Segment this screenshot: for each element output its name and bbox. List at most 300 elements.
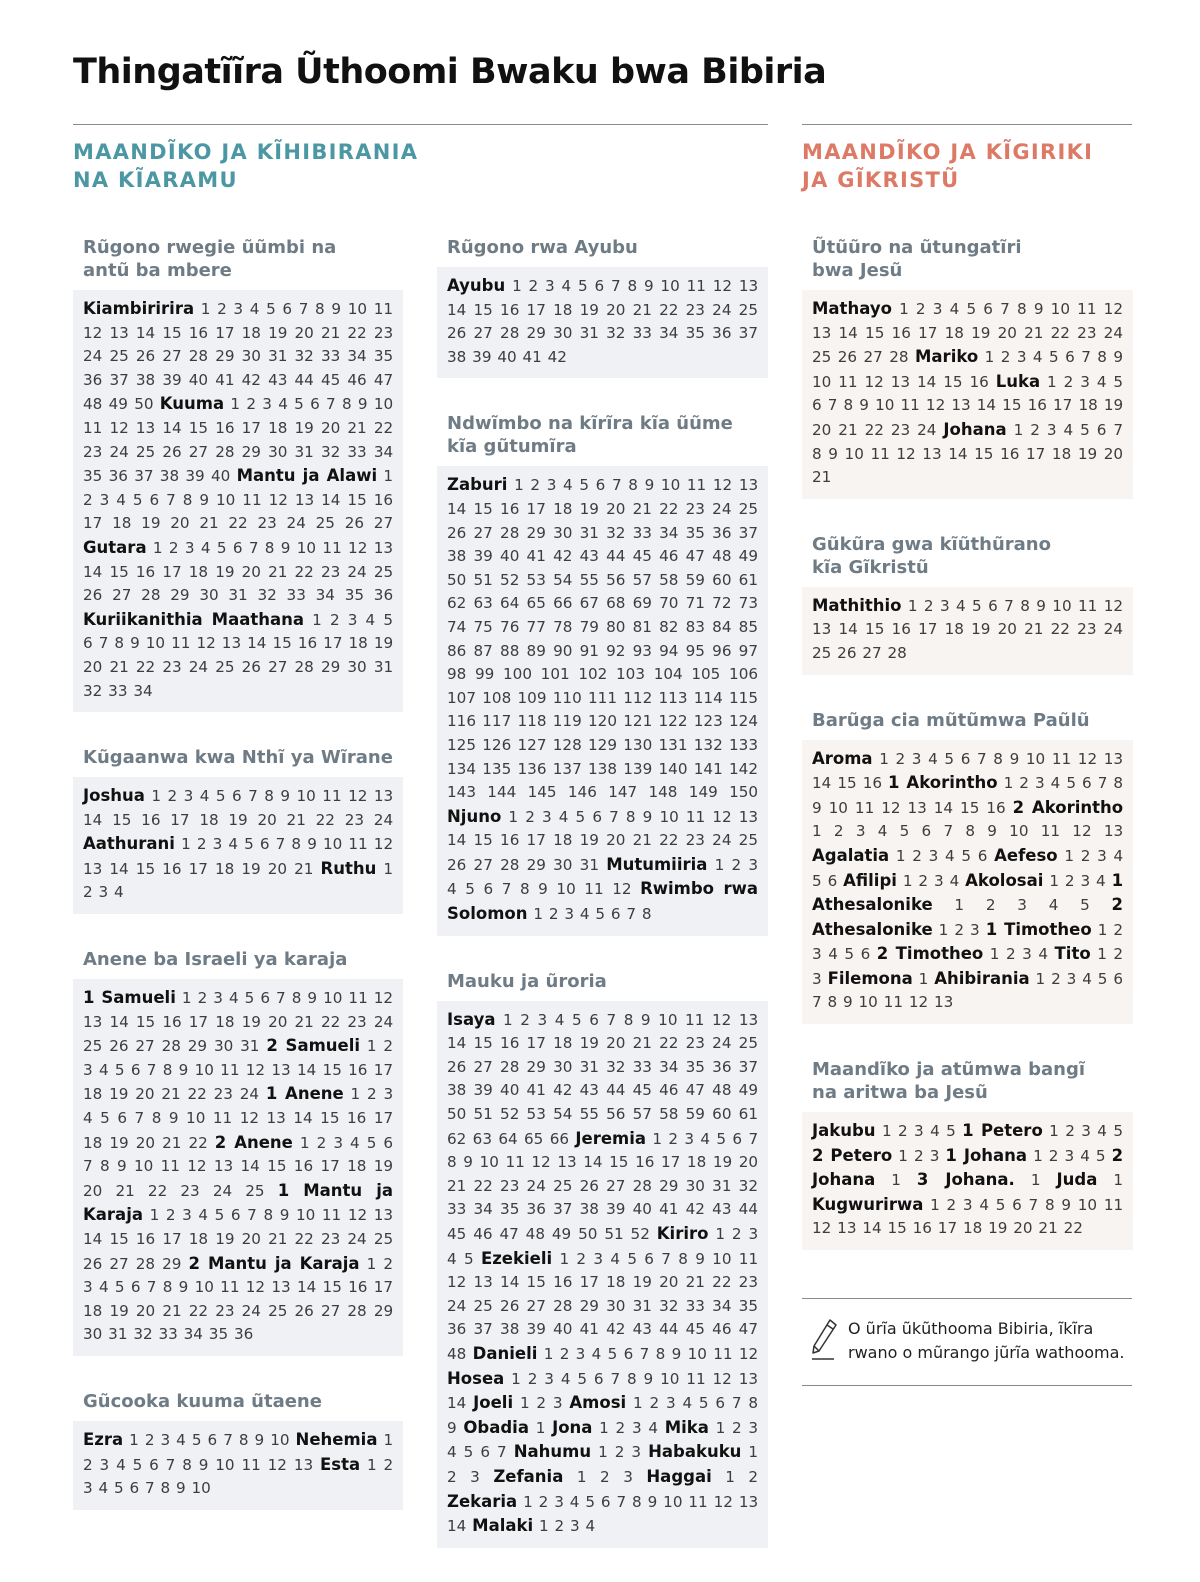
chapter-number[interactable]: 3 [554,1492,564,1511]
chapter-number[interactable]: 27 [109,1254,129,1273]
chapter-number[interactable]: 10 [875,396,895,415]
chapter-number[interactable]: 13 [1103,749,1124,768]
chapter-number[interactable]: 23 [213,1085,233,1104]
chapter-number[interactable]: 3 [552,1394,563,1413]
chapter-number[interactable]: 12 [712,476,733,495]
chapter-number[interactable]: 124 [729,712,758,731]
chapter-number[interactable]: 20 [1013,1219,1033,1238]
chapter-number[interactable]: 3 [333,1133,343,1152]
chapter-number[interactable]: 5 [995,1195,1006,1214]
chapter-number[interactable]: 32 [320,442,341,461]
chapter-number[interactable]: 19 [373,1157,394,1176]
chapter-number[interactable]: 5 [585,1492,596,1511]
chapter-number[interactable]: 5 [698,1394,709,1413]
chapter-number[interactable]: 1 [725,1467,735,1486]
chapter-number[interactable]: 12 [268,490,288,509]
chapter-number[interactable]: 54 [553,1105,573,1124]
chapter-number[interactable]: 137 [552,759,582,778]
chapter-number[interactable]: 24 [526,1176,546,1195]
chapter-number[interactable]: 10 [1009,822,1029,841]
chapter-number[interactable]: 26 [344,514,365,533]
chapter-number[interactable]: 5 [244,989,255,1008]
chapter-number[interactable]: 8 [238,1430,249,1449]
chapter-number[interactable]: 84 [712,617,732,636]
chapter-number[interactable]: 3 [665,1394,676,1413]
chapter-number[interactable]: 9 [178,1278,189,1297]
chapter-number[interactable]: 17 [320,1157,340,1176]
chapter-number[interactable]: 1 [508,807,519,826]
chapter-number[interactable]: 18 [944,620,964,639]
chapter-number[interactable]: 34 [712,1296,732,1315]
chapter-number[interactable]: 20 [135,1301,156,1320]
chapter-number[interactable]: 27 [320,1301,341,1320]
chapter-number[interactable]: 1 [543,1344,554,1363]
chapter-number[interactable]: 26 [109,1037,129,1056]
chapter-number[interactable]: 105 [691,665,721,684]
chapter-number[interactable]: 41 [579,1320,599,1339]
chapter-number[interactable]: 10 [194,1278,214,1297]
chapter-number[interactable]: 8 [264,787,274,806]
chapter-number[interactable]: 29 [162,1254,182,1273]
chapter-number[interactable]: 2 [576,1249,587,1268]
chapter-number[interactable]: 22 [294,1230,314,1248]
chapter-number[interactable]: 8 [182,1455,192,1474]
chapter-number[interactable]: 9 [280,787,291,806]
chapter-number[interactable]: 10 [660,476,681,495]
chapter-number[interactable]: 23 [1077,323,1097,342]
chapter-number[interactable]: 10 [1025,749,1046,768]
chapter-number[interactable]: 28 [500,324,520,343]
chapter-number[interactable]: 24 [447,1296,467,1315]
chapter-number[interactable]: 21 [294,1012,314,1031]
chapter-number[interactable]: 23 [320,562,341,581]
chapter-number[interactable]: 68 [606,594,626,613]
chapter-number[interactable]: 12 [738,1344,759,1363]
chapter-number[interactable]: 17 [918,323,938,342]
chapter-number[interactable]: 146 [567,783,597,802]
chapter-number[interactable]: 2 [946,1195,957,1214]
chapter-number[interactable]: 13 [738,277,759,295]
chapter-number[interactable]: 44 [659,1320,679,1339]
chapter-number[interactable]: 5 [844,945,855,964]
chapter-number[interactable]: 13 [373,787,394,806]
chapter-number[interactable]: 13 [221,634,242,653]
chapter-number[interactable]: 15 [272,634,292,653]
chapter-number[interactable]: 37 [553,1200,573,1219]
chapter-number[interactable]: 63 [472,1129,492,1148]
chapter-number[interactable]: 42 [553,547,573,566]
chapter-number[interactable]: 13 [951,396,971,415]
chapter-number[interactable]: 20 [257,810,277,829]
chapter-number[interactable]: 9 [671,1344,682,1363]
chapter-number[interactable]: 6 [310,395,320,414]
chapter-number[interactable]: 2 [1064,871,1075,890]
chapter-number[interactable]: 4 [116,490,126,509]
chapter-number[interactable]: 147 [608,783,638,802]
chapter-number[interactable]: 12 [711,1010,732,1029]
chapter-number[interactable]: 30 [553,523,573,542]
chapter-number[interactable]: 6 [1082,774,1092,793]
chapter-number[interactable]: 25 [373,562,394,581]
chapter-number[interactable]: 9 [307,835,317,854]
chapter-number[interactable]: 6 [149,1455,159,1474]
chapter-number[interactable]: 48 [712,1081,732,1100]
chapter-number[interactable]: 1 [366,1455,377,1474]
chapter-number[interactable]: 14 [83,562,103,581]
chapter-number[interactable]: 39 [473,547,493,566]
chapter-number[interactable]: 2 [525,807,535,826]
chapter-number[interactable]: 7 [326,395,336,414]
chapter-number[interactable]: 16 [162,1012,182,1031]
chapter-number[interactable]: 20 [135,1133,156,1152]
chapter-number[interactable]: 1 [812,822,822,841]
chapter-number[interactable]: 24 [241,1301,261,1320]
chapter-number[interactable]: 29 [526,523,546,542]
chapter-number[interactable]: 6 [594,277,605,295]
chapter-number[interactable]: 23 [344,810,365,829]
chapter-number[interactable]: 118 [517,712,547,731]
chapter-number[interactable]: 11 [212,1109,233,1128]
chapter-number[interactable]: 15 [526,1273,546,1292]
chapter-number[interactable]: 27 [473,523,493,542]
chapter-number[interactable]: 32 [606,324,626,343]
chapter-number[interactable]: 52 [630,1225,650,1243]
chapter-number[interactable]: 18 [553,1034,573,1053]
chapter-number[interactable]: 5 [215,787,226,806]
chapter-number[interactable]: 15 [865,620,885,639]
chapter-number[interactable]: 87 [473,641,493,660]
chapter-number[interactable]: 9 [254,1430,265,1449]
chapter-number[interactable]: 2 [538,1492,549,1511]
chapter-number[interactable]: 30 [199,586,219,605]
chapter-number[interactable]: 4 [928,749,938,768]
chapter-number[interactable]: 15 [322,1060,342,1079]
chapter-number[interactable]: 39 [162,370,182,389]
chapter-number[interactable]: 5 [972,596,982,615]
chapter-number[interactable]: 22 [135,657,156,676]
chapter-number[interactable]: 48 [525,1225,545,1243]
chapter-number[interactable]: 37 [738,1057,758,1076]
chapter-number[interactable]: 6 [860,945,871,964]
chapter-number[interactable]: 1 [899,300,909,318]
chapter-number[interactable]: 46 [347,370,367,389]
chapter-number[interactable]: 11 [241,1455,261,1474]
chapter-number[interactable]: 11 [686,1369,706,1388]
chapter-number[interactable]: 11 [321,1206,342,1225]
chapter-number[interactable]: 145 [527,783,557,802]
chapter-number[interactable]: 64 [500,594,520,613]
chapter-number[interactable]: 6 [1065,348,1075,367]
chapter-number[interactable]: 6 [644,1249,654,1268]
chapter-number[interactable]: 1 [1049,1122,1059,1141]
chapter-number[interactable]: 11 [1077,300,1097,318]
chapter-number[interactable]: 13 [738,1492,759,1511]
chapter-number[interactable]: 5 [578,277,588,295]
chapter-number[interactable]: 9 [647,1492,658,1511]
chapter-number[interactable]: 5 [1095,1146,1106,1165]
chapter-number[interactable]: 31 [579,324,599,343]
chapter-number[interactable]: 10 [295,1206,316,1225]
chapter-number[interactable]: 1 [891,1171,901,1190]
chapter-number[interactable]: 21 [812,468,832,487]
chapter-number[interactable]: 13 [271,1060,291,1079]
chapter-number[interactable]: 33 [632,523,652,542]
chapter-number[interactable]: 104 [653,665,683,684]
chapter-number[interactable]: 17 [188,1012,209,1031]
chapter-number[interactable]: 1 [902,871,913,890]
chapter-number[interactable]: 17 [373,1109,394,1128]
chapter-number[interactable]: 35 [738,1296,758,1315]
chapter-number[interactable]: 22 [712,1273,732,1292]
chapter-number[interactable]: 16 [500,831,520,850]
chapter-number[interactable]: 2 [897,1122,908,1141]
chapter-number[interactable]: 7 [166,490,176,509]
chapter-number[interactable]: 6 [232,538,243,557]
chapter-number[interactable]: 9 [640,1010,651,1029]
chapter-number[interactable]: 21 [685,1273,705,1292]
chapter-number[interactable]: 26 [447,523,467,542]
chapter-number[interactable]: 47 [685,547,705,566]
chapter-number[interactable]: 2 [165,1206,176,1225]
chapter-number[interactable]: 3 [939,596,950,615]
chapter-number[interactable]: 1 [350,1085,361,1104]
chapter-number[interactable]: 18 [268,418,288,437]
chapter-number[interactable]: 14 [447,1034,467,1053]
chapter-number[interactable]: 2 [447,1467,457,1486]
chapter-number[interactable]: 17 [1053,396,1073,415]
chapter-number[interactable]: 5 [961,846,972,865]
chapter-number[interactable]: 13 [738,807,759,826]
chapter-number[interactable]: 11 [900,396,920,415]
chapter-number[interactable]: 74 [447,617,467,636]
chapter-number[interactable]: 15 [112,810,132,829]
chapter-number[interactable]: 23 [180,1181,200,1200]
chapter-number[interactable]: 16 [500,300,520,319]
chapter-number[interactable]: 16 [862,774,883,793]
chapter-number[interactable]: 5 [132,1455,143,1474]
chapter-number[interactable]: 4 [554,1010,565,1029]
chapter-number[interactable]: 136 [517,759,547,778]
chapter-number[interactable]: 1 [715,1225,726,1243]
chapter-number[interactable]: 4 [278,395,288,414]
chapter-number[interactable]: 5 [1097,969,1108,988]
chapter-number[interactable]: 24 [347,562,367,581]
chapter-number[interactable]: 2 [1080,846,1091,865]
chapter-number[interactable]: 2 [559,1344,570,1363]
chapter-number[interactable]: 16 [348,1278,368,1297]
chapter-number[interactable]: 11 [83,418,103,437]
chapter-number[interactable]: 39 [606,1200,626,1219]
chapter-number[interactable]: 12 [373,835,394,854]
chapter-number[interactable]: 23 [347,1012,367,1031]
chapter-number[interactable]: 31 [712,1176,732,1195]
chapter-number[interactable]: 52 [500,570,520,589]
chapter-number[interactable]: 1 [598,1443,608,1462]
chapter-number[interactable]: 2 [536,1394,547,1413]
chapter-number[interactable]: 96 [712,641,732,660]
chapter-number[interactable]: 22 [147,1181,168,1200]
chapter-number[interactable]: 3 [213,989,223,1008]
chapter-number[interactable]: 29 [215,347,235,366]
chapter-number[interactable]: 30 [553,324,573,343]
chapter-number[interactable]: 24 [212,1181,233,1200]
chapter-number[interactable]: 12 [196,634,216,653]
chapter-number[interactable]: 3 [631,1443,642,1462]
chapter-number[interactable]: 11 [220,1060,240,1079]
chapter-number[interactable]: 13 [266,1109,286,1128]
chapter-number[interactable]: 28 [889,348,909,367]
chapter-number[interactable]: 4 [199,787,210,806]
chapter-number[interactable]: 2 [554,1517,565,1536]
chapter-number[interactable]: 7 [1097,774,1108,793]
chapter-number[interactable]: 34 [659,1057,679,1076]
chapter-number[interactable]: 19 [988,1219,1008,1238]
chapter-number[interactable]: 20 [267,859,288,878]
chapter-number[interactable]: 3 [575,1344,586,1363]
chapter-number[interactable]: 37 [738,324,758,343]
chapter-number[interactable]: 15 [1002,396,1022,415]
chapter-number[interactable]: 111 [588,688,617,707]
chapter-number[interactable]: 3 [934,871,944,890]
chapter-number[interactable]: 8 [1044,1195,1055,1214]
chapter-number[interactable]: 32 [606,523,626,542]
chapter-number[interactable]: 18 [214,859,235,878]
chapter-number[interactable]: 1 [129,1430,139,1449]
chapter-number[interactable]: 1 [181,989,192,1008]
chapter-number[interactable]: 17 [323,634,343,653]
chapter-number[interactable]: 15 [320,1109,340,1128]
chapter-number[interactable]: 10 [858,993,878,1012]
chapter-number[interactable]: 7 [731,1394,742,1413]
chapter-number[interactable]: 21 [286,810,306,829]
chapter-number[interactable]: 17 [373,1278,394,1297]
chapter-number[interactable]: 18 [686,1153,707,1172]
chapter-number[interactable]: 4 [198,1206,209,1225]
chapter-number[interactable]: 1 [503,1010,513,1029]
chapter-number[interactable]: 2 [615,1418,626,1437]
chapter-number[interactable]: 15 [135,859,156,878]
chapter-number[interactable]: 13 [373,538,394,557]
chapter-number[interactable]: 7 [812,993,822,1012]
chapter-number[interactable]: 9 [642,807,653,826]
chapter-number[interactable]: 11 [505,1153,525,1172]
chapter-number[interactable]: 47 [373,370,394,389]
chapter-number[interactable]: 4 [561,277,572,295]
chapter-number[interactable]: 4 [98,1479,109,1498]
chapter-number[interactable]: 5 [463,1443,474,1462]
chapter-number[interactable]: 18 [241,323,261,342]
chapter-number[interactable]: 7 [501,880,512,899]
chapter-number[interactable]: 7 [616,1492,627,1511]
chapter-number[interactable]: 25 [738,499,758,518]
chapter-number[interactable]: 2 [83,490,93,509]
chapter-number[interactable]: 21 [838,420,858,439]
chapter-number[interactable]: 5 [571,1010,582,1029]
chapter-number[interactable]: 3 [184,538,195,557]
chapter-number[interactable]: 4 [949,871,960,890]
chapter-number[interactable]: 3 [1016,348,1027,367]
chapter-number[interactable]: 10 [660,1369,680,1388]
chapter-number[interactable]: 38 [447,547,467,566]
chapter-number[interactable]: 3 [932,300,943,318]
chapter-number[interactable]: 25 [215,657,235,676]
chapter-number[interactable]: 9 [1033,300,1044,318]
chapter-number[interactable]: 14 [838,323,858,342]
chapter-number[interactable]: 55 [579,1105,599,1124]
chapter-number[interactable]: 17 [162,562,182,581]
chapter-number[interactable]: 14 [447,1394,467,1413]
chapter-number[interactable]: 13 [837,1219,857,1238]
chapter-number[interactable]: 22 [1050,620,1070,639]
chapter-number[interactable]: 25 [812,348,832,367]
chapter-number[interactable]: 4 [591,1344,602,1363]
chapter-number[interactable]: 32 [659,1296,679,1315]
chapter-number[interactable]: 22 [659,300,679,319]
chapter-number[interactable]: 13 [213,1157,234,1176]
chapter-number[interactable]: 14 [447,499,467,518]
chapter-number[interactable]: 3 [544,1369,554,1388]
chapter-number[interactable]: 48 [83,395,103,414]
chapter-number[interactable]: 9 [199,490,210,509]
chapter-number[interactable]: 2 [144,1430,155,1449]
chapter-number[interactable]: 14 [162,418,182,437]
chapter-number[interactable]: 15 [109,562,129,581]
chapter-number[interactable]: 7 [134,1109,145,1128]
chapter-number[interactable]: 30 [241,347,261,366]
chapter-number[interactable]: 8 [627,1369,637,1388]
chapter-number[interactable]: 3 [962,1195,973,1214]
chapter-number[interactable]: 4 [558,807,569,826]
chapter-number[interactable]: 5 [1080,896,1090,915]
chapter-number[interactable]: 4 [176,1430,186,1449]
chapter-number[interactable]: 9 [643,277,654,295]
chapter-number[interactable]: 14 [247,634,267,653]
chapter-number[interactable]: 9 [116,1157,127,1176]
chapter-number[interactable]: 32 [294,347,314,366]
chapter-number[interactable]: 5 [944,749,955,768]
chapter-number[interactable]: 11 [242,490,262,509]
chapter-number[interactable]: 28 [294,657,314,676]
chapter-number[interactable]: 23 [500,1176,520,1195]
chapter-number[interactable]: 18 [553,300,573,319]
chapter-number[interactable]: 15 [609,1153,629,1172]
chapter-number[interactable]: 52 [500,1105,520,1124]
chapter-number[interactable]: 16 [348,1060,368,1079]
chapter-number[interactable]: 28 [135,1254,156,1273]
chapter-number[interactable]: 11 [322,538,342,557]
chapter-number[interactable]: 130 [623,735,653,754]
chapter-number[interactable]: 12 [712,277,733,295]
chapter-number[interactable]: 8 [993,749,1003,768]
chapter-number[interactable]: 53 [526,570,546,589]
chapter-number[interactable]: 24 [373,1012,394,1031]
chapter-number[interactable]: 19 [579,831,599,850]
chapter-number[interactable]: 21 [320,323,341,342]
chapter-number[interactable]: 6 [988,596,998,615]
chapter-number[interactable]: 20 [606,499,626,518]
chapter-number[interactable]: 20 [606,831,626,850]
chapter-number[interactable]: 9 [859,396,869,415]
chapter-number[interactable]: 22 [228,514,248,533]
chapter-number[interactable]: 26 [83,1254,103,1273]
chapter-number[interactable]: 66 [549,1129,570,1148]
chapter-number[interactable]: 6 [983,300,993,318]
chapter-number[interactable]: 24 [712,300,732,319]
chapter-number[interactable]: 79 [579,617,599,636]
chapter-number[interactable]: 6 [230,1206,241,1225]
chapter-number[interactable]: 7 [83,1157,93,1176]
chapter-number[interactable]: 14 [447,300,467,319]
